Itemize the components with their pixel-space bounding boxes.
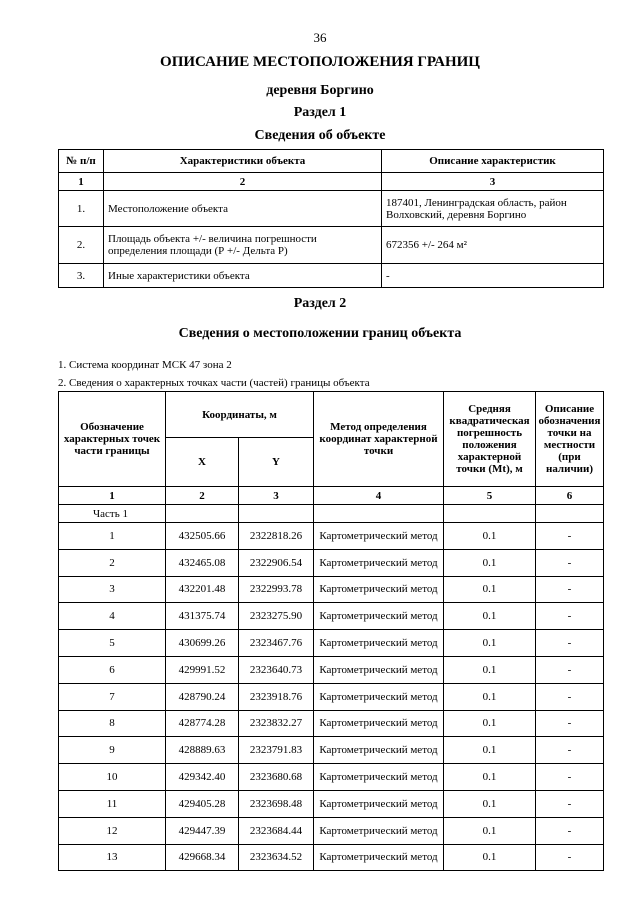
cell-point-number: 11: [59, 790, 166, 817]
table2-number-row: [59, 487, 604, 505]
cell-marking: -: [536, 523, 604, 550]
cell-coord-y: 2322993.78: [239, 576, 314, 603]
cell-coord-x: 428889.63: [166, 737, 239, 764]
cell-error: 0.1: [444, 817, 536, 844]
cell-point-number: 4: [59, 603, 166, 630]
cell-coord-x: 432465.08: [166, 549, 239, 576]
table1-cell-name: Местоположение объекта: [104, 191, 382, 227]
table-row: [59, 523, 604, 550]
cell-method: Картометрический метод: [314, 764, 444, 791]
cell-method: Картометрический метод: [314, 603, 444, 630]
table2-colnum: 1: [59, 487, 166, 505]
table-row: [59, 549, 604, 576]
cell-error: 0.1: [444, 710, 536, 737]
cell-coord-y: 2323640.73: [239, 656, 314, 683]
table-row: [59, 227, 604, 264]
cell-coord-y: 2323680.68: [239, 764, 314, 791]
cell-method: Картометрический метод: [314, 790, 444, 817]
document-title: ОПИСАНИЕ МЕСТОПОЛОЖЕНИЯ ГРАНИЦ: [160, 54, 480, 70]
table-row: [59, 817, 604, 844]
cell-marking: -: [536, 683, 604, 710]
cell-marking: -: [536, 656, 604, 683]
cell-method: Картометрический метод: [314, 549, 444, 576]
table1-cell-num: 1.: [59, 191, 104, 227]
table-row: [59, 764, 604, 791]
table2-header-error: Средняя квадратическая погрешность положения характерной точки (Mt), м: [444, 392, 536, 487]
cell-coord-x: 432201.48: [166, 576, 239, 603]
cell-coord-x: 429991.52: [166, 656, 239, 683]
cell-point-number: 10: [59, 764, 166, 791]
table2-header-marking: Описание обозначения точки на местности (при наличии): [536, 392, 604, 487]
cell-point-number: 5: [59, 630, 166, 657]
object-info-table: [58, 149, 604, 288]
table2-colnum: 5: [444, 487, 536, 505]
section2-title: Раздел 2: [293, 296, 347, 311]
table-row: [59, 710, 604, 737]
cell-error: 0.1: [444, 576, 536, 603]
table-row: [59, 790, 604, 817]
cell-error: 0.1: [444, 844, 536, 871]
cell-coord-x: 430699.26: [166, 630, 239, 657]
table1-header-row: [59, 150, 604, 173]
table1-cell-num: 3.: [59, 264, 104, 288]
table1-colnum: 1: [59, 173, 104, 191]
cell-error: 0.1: [444, 737, 536, 764]
table-row: [59, 264, 604, 288]
cell-coord-y: 2323918.76: [239, 683, 314, 710]
cell-error: 0.1: [444, 549, 536, 576]
cell-method: Картометрический метод: [314, 817, 444, 844]
cell-method: Картометрический метод: [314, 844, 444, 871]
table-row: [59, 630, 604, 657]
cell-marking: -: [536, 790, 604, 817]
cell-marking: -: [536, 710, 604, 737]
cell-error: 0.1: [444, 656, 536, 683]
table-row: [59, 683, 604, 710]
table-row: [59, 603, 604, 630]
table1-cell-name: Площадь объекта +/- величина погрешности определения площади (Р +/- Дельта Р): [104, 227, 382, 264]
cell-method: Картометрический метод: [314, 683, 444, 710]
cell-error: 0.1: [444, 603, 536, 630]
cell-point-number: 9: [59, 737, 166, 764]
table1-cell-desc: -: [382, 264, 604, 288]
village-title: деревня Боргино: [266, 83, 374, 98]
cell-coord-y: 2323698.48: [239, 790, 314, 817]
table1-cell-num: 2.: [59, 227, 104, 264]
cell-coord-y: 2323832.27: [239, 710, 314, 737]
cell-method: Картометрический метод: [314, 710, 444, 737]
table-row: [59, 656, 604, 683]
cell-coord-y: 2323791.83: [239, 737, 314, 764]
cell-point-number: 1: [59, 523, 166, 550]
table2-colnum: 4: [314, 487, 444, 505]
cell-point-number: 3: [59, 576, 166, 603]
table-row: [59, 191, 604, 227]
cell-coord-y: 2323634.52: [239, 844, 314, 871]
points-info-note: 2. Сведения о характерных точках части (частей) границы объекта: [58, 377, 370, 389]
cell-coord-x: 428774.28: [166, 710, 239, 737]
part-label: Часть 1: [59, 505, 166, 523]
table2-header-designation: Обозначение характерных точек части границы: [59, 392, 166, 487]
cell-point-number: 2: [59, 549, 166, 576]
cell-coord-y: 2322906.54: [239, 549, 314, 576]
cell-coord-x: 429405.28: [166, 790, 239, 817]
cell-error: 0.1: [444, 764, 536, 791]
cell-coord-x: 429342.40: [166, 764, 239, 791]
cell-marking: -: [536, 817, 604, 844]
cell-point-number: 8: [59, 710, 166, 737]
table1-header-num: № п/п: [59, 150, 104, 173]
cell-method: Картометрический метод: [314, 576, 444, 603]
page-number: 36: [313, 30, 327, 45]
table1-header-description: Описание характеристик: [382, 150, 604, 173]
table2-header-row: [59, 392, 604, 438]
cell-marking: -: [536, 549, 604, 576]
cell-coord-y: 2323684.44: [239, 817, 314, 844]
table-row: [59, 844, 604, 871]
cell-coord-x: 432505.66: [166, 523, 239, 550]
cell-point-number: 6: [59, 656, 166, 683]
cell-point-number: 13: [59, 844, 166, 871]
cell-coord-y: 2323467.76: [239, 630, 314, 657]
points-body: [59, 523, 604, 871]
cell-method: Картометрический метод: [314, 630, 444, 657]
cell-marking: -: [536, 764, 604, 791]
cell-coord-y: 2322818.26: [239, 523, 314, 550]
table2-header-y: Y: [239, 438, 314, 487]
cell-marking: -: [536, 576, 604, 603]
table-row: [59, 737, 604, 764]
table1-colnum: 3: [382, 173, 604, 191]
coordinate-system-note: 1. Система координат МСК 47 зона 2: [58, 359, 232, 371]
cell-coord-x: 429668.34: [166, 844, 239, 871]
table-row: [59, 576, 604, 603]
cell-method: Картометрический метод: [314, 656, 444, 683]
section1-subtitle: Сведения об объекте: [254, 128, 386, 143]
table2-part-row: [59, 505, 604, 523]
cell-point-number: 7: [59, 683, 166, 710]
table2-header-coords: Координаты, м: [166, 392, 314, 438]
cell-coord-x: 428790.24: [166, 683, 239, 710]
cell-point-number: 12: [59, 817, 166, 844]
cell-coord-x: 431375.74: [166, 603, 239, 630]
cell-error: 0.1: [444, 790, 536, 817]
table1-number-row: [59, 173, 604, 191]
cell-marking: -: [536, 630, 604, 657]
table1-colnum: 2: [104, 173, 382, 191]
table1-header-characteristic: Характеристики объекта: [104, 150, 382, 173]
table2-header-x: X: [166, 438, 239, 487]
table2-colnum: 2: [166, 487, 239, 505]
cell-coord-y: 2323275.90: [239, 603, 314, 630]
cell-error: 0.1: [444, 630, 536, 657]
table1-cell-name: Иные характеристики объекта: [104, 264, 382, 288]
cell-error: 0.1: [444, 523, 536, 550]
boundary-points-table: [58, 391, 604, 871]
cell-coord-x: 429447.39: [166, 817, 239, 844]
cell-marking: -: [536, 737, 604, 764]
cell-marking: -: [536, 603, 604, 630]
cell-method: Картометрический метод: [314, 737, 444, 764]
table2-header-method: Метод определения координат характерной точки: [314, 392, 444, 487]
section1-title: Раздел 1: [293, 105, 347, 120]
table2-colnum: 6: [536, 487, 604, 505]
table1-cell-desc: 672356 +/- 264 м²: [382, 227, 604, 264]
cell-error: 0.1: [444, 683, 536, 710]
table1-cell-desc: 187401, Ленинградская область, район Волховский, деревня Боргино: [382, 191, 604, 227]
section2-subtitle: Сведения о местоположении границ объекта: [178, 326, 462, 341]
cell-method: Картометрический метод: [314, 523, 444, 550]
table2-colnum: 3: [239, 487, 314, 505]
cell-marking: -: [536, 844, 604, 871]
